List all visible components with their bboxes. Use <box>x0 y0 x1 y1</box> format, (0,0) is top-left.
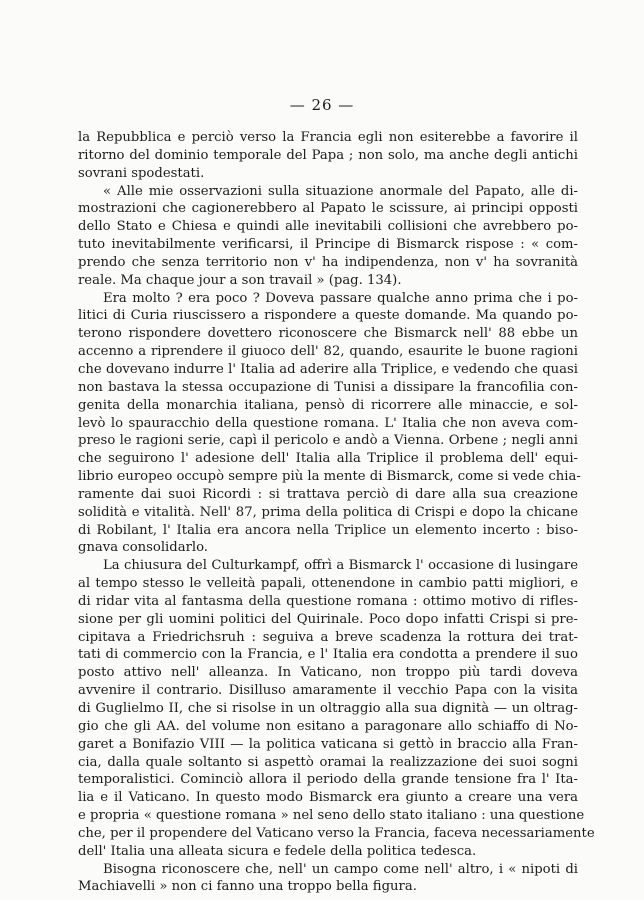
text-line: la Repubblica e perciò verso la Francia egli non esiterebbe a favorire il <box>78 130 578 145</box>
paragraph <box>78 183 578 290</box>
text-line: sovrani spodestati. <box>78 165 205 181</box>
text-line: cipitava a Friedrichsruh : seguiva a breve scadenza la rottura dei trat- <box>78 629 578 645</box>
text-line: tati di commercio con la Francia, e l' Italia era condotta a prendere il suo <box>78 647 578 663</box>
text-line: mostrazioni che cagionerebbero al Papato le scissure, ai principi opposti <box>78 201 578 217</box>
text-line: solidità e vitalità. Nell' 87, prima della politica di Crispi e dopo la chicane <box>78 504 578 520</box>
text-line: librio europeo occupò sempre più la mente di Bismarck, come si vede chia- <box>78 469 581 485</box>
text-line: gnava consolidarlo. <box>78 540 208 556</box>
text-line: cia, dalla quale soltanto si aspettò oramai la realizzazione dei suoi sogni <box>78 754 578 770</box>
text-line: che, per il propendere del Vaticano verso la Francia, faceva necessariamente <box>78 825 595 841</box>
text-line: dello Stato e Chiesa e quindi alle inevitabili collisioni che avrebbero po- <box>78 219 578 235</box>
text-line: ritorno del dominio temporale del Papa ; non solo, ma anche degli antichi <box>78 147 578 163</box>
text-line: accenno a riprendere il giuoco dell' 82, quando, esaurite le buone ragioni <box>78 344 578 360</box>
paragraph <box>78 290 581 558</box>
text-line: Bisogna riconoscere che, nell' un campo come nell' altro, i « nipoti di <box>103 861 578 877</box>
text-line: avvenire il contrario. Disilluso amaramente il vecchio Papa con la visita <box>78 683 578 699</box>
text-line: che seguirono l' adesione dell' Italia alla Triplice il problema dell' equi- <box>78 451 578 467</box>
paragraph <box>78 557 595 860</box>
text-line: temporalistici. Cominciò allora il periodo della grande tensione fra l' Ita- <box>78 772 578 788</box>
text-line: garet a Bonifazio VIII — la politica vaticana si gettò in braccio alla Fran- <box>78 736 578 752</box>
paragraph <box>78 129 578 183</box>
text-line: di ridar vita al fantasma della questione romana : ottimo motivo di rifles- <box>78 593 578 609</box>
text-line: Machiavelli » non ci fanno una troppo bella figura. <box>78 879 417 895</box>
text-line: litici di Curia riuscissero a rispondere a queste domande. Ma quando po- <box>78 308 578 324</box>
text-line: terono rispondere dovettero riconoscere che Bismarck nell' 88 ebbe un <box>78 326 578 342</box>
text-line: lia e il Vaticano. In questo modo Bismarck era giunto a creare una vera <box>78 790 578 806</box>
text-line: tuto inevitabilmente verificarsi, il Principe di Bismarck rispose : « com- <box>78 237 578 253</box>
text-line: di Guglielmo II, che si risolse in un oltraggio alla sua dignità — un oltrag- <box>78 701 578 716</box>
text-line: e propria « questione romana » nel seno dello stato italiano : una questione <box>78 808 585 824</box>
text-line: che dovevano indurre l' Italia ad aderire alla Triplice, e vedendo che quasi <box>78 361 578 377</box>
text-line: non bastava la stessa occupazione di Tunisi a dissipare la francofilia con- <box>78 379 578 395</box>
paragraph <box>78 861 578 897</box>
text-line: La chiusura del Culturkampf, offrì a Bismarck l' occasione di lusingare <box>103 558 578 574</box>
text-line: di Robilant, l' Italia era ancora nella Triplice un elemento incerto : biso- <box>78 522 578 538</box>
text-line: prendo che senza territorio non v' ha indipendenza, non v' ha sovranità <box>78 254 578 270</box>
text-line: genita della monarchia italiana, pensò di ricorrere alle minaccie, e sol- <box>78 397 578 413</box>
text-line: levò lo spauracchio della questione romana. L' Italia che non aveva com- <box>78 415 578 431</box>
page-body <box>78 129 595 896</box>
text-line: posto attivo nell' alleanza. In Vaticano, non troppo più tardi doveva <box>78 665 578 681</box>
text-line: reale. Ma chaque jour a son travail » (pag. 134). <box>78 272 402 288</box>
text-line: al tempo stesso le velleità papali, ottenendone in cambio patti migliori, e <box>78 576 578 592</box>
text-line: preso le ragioni serie, capì il pericolo e andò a Vienna. Orbene ; negli anni <box>78 433 578 449</box>
text-line: Era molto ? era poco ? Doveva passare qualche anno prima che i po- <box>103 290 578 306</box>
text-line: ramente dai suoi Ricordi : si trattava perciò di dare alla sua creazione <box>78 486 578 502</box>
text-line: « Alle mie osservazioni sulla situazione anormale del Papato, alle di- <box>103 183 578 199</box>
text-line: dell' Italia una alleata sicura e fedele della politica tedesca. <box>78 843 477 859</box>
page-number: — 26 — <box>289 96 355 114</box>
text-line: sione per gli uomini politici del Quirinale. Poco dopo infatti Crispi si pre- <box>78 611 578 627</box>
text-line: gio che gli AA. del volume non esitano a paragonare allo schiaffo di No- <box>78 718 578 734</box>
